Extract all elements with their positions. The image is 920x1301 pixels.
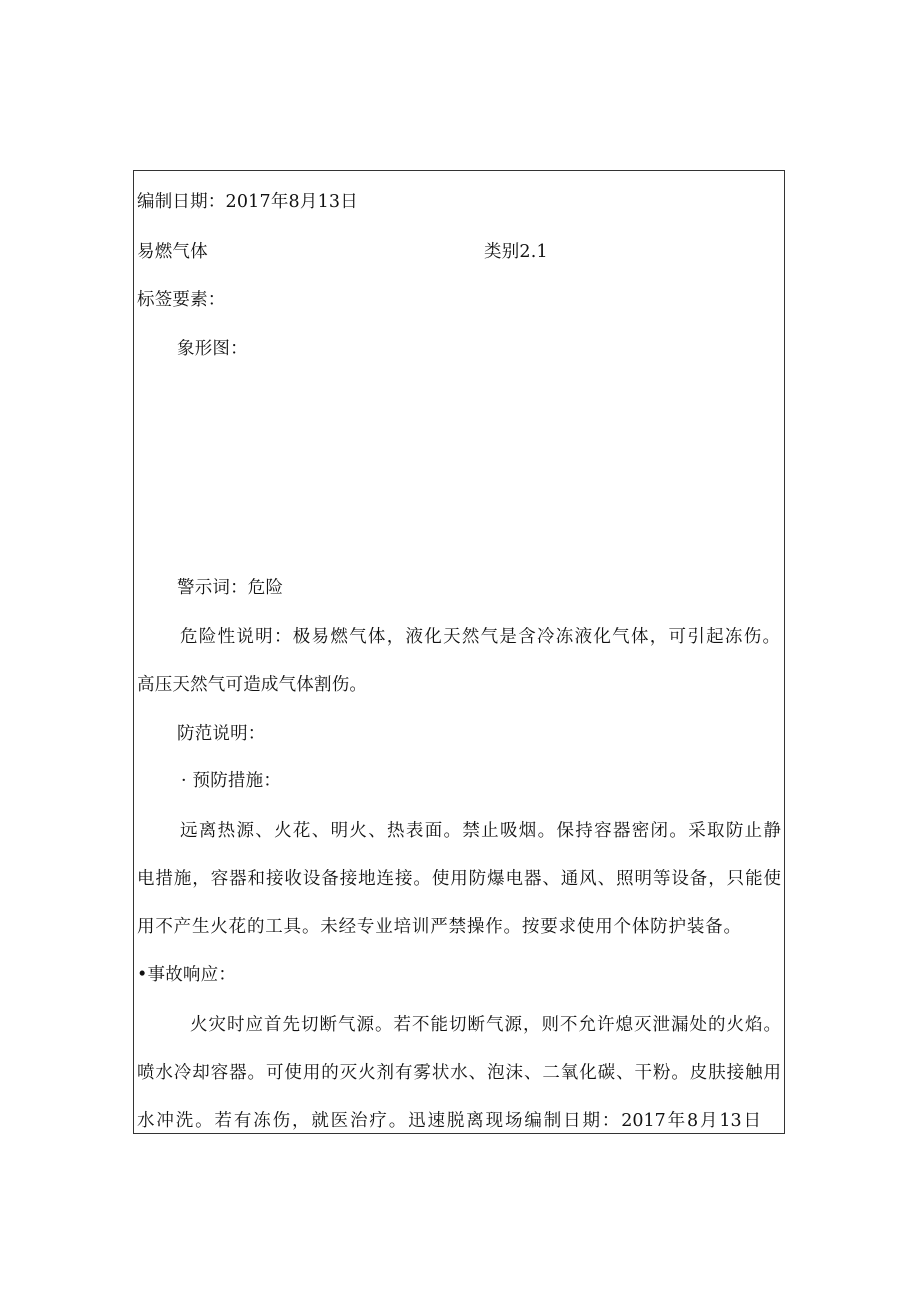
signal-word: 警示词：危险 <box>177 578 284 598</box>
prevention-line-3: 用不产生火花的工具。未经专业培训严禁操作。按要求使用个体防护装备。 <box>137 917 741 937</box>
precaution-heading: 防范说明： <box>177 724 266 744</box>
document-frame <box>133 170 785 1134</box>
response-line-2: 喷水冷却容器。可使用的灭火剂有雾状水、泡沫、二氧化碳、干粉。皮肤接触用 <box>137 1063 781 1083</box>
label-elements-heading: 标签要素： <box>137 290 226 310</box>
hazard-statement-line-1: 危险性说明：极易燃气体，液化天然气是含冷冻液化气体，可引起冻伤。 <box>180 627 780 647</box>
hazard-statement-line-2: 高压天然气可造成气体割伤。 <box>137 675 368 695</box>
response-line-3: 水冲洗。若有冻伤，就医治疗。迅速脱离现场编制日期：2017年8月13日 <box>137 1111 761 1131</box>
gas-name: 易燃气体 <box>137 242 208 262</box>
prevention-heading: · 预防措施： <box>181 771 282 791</box>
pictogram-label: 象形图： <box>177 339 248 359</box>
response-heading: •事故响应： <box>137 965 237 985</box>
date-line: 编制日期：2017年8月13日 <box>137 192 358 212</box>
prevention-line-1: 远离热源、火花、明火、热表面。禁止吸烟。保持容器密闭。采取防止静 <box>180 821 781 841</box>
prevention-line-2: 电措施，容器和接收设备接地连接。使用防爆电器、通风、照明等设备，只能使 <box>137 869 781 889</box>
response-line-1: 火灾时应首先切断气源。若不能切断气源，则不允许熄灭泄漏处的火焰。 <box>190 1015 781 1035</box>
category-label: 类别2.1 <box>484 242 548 262</box>
